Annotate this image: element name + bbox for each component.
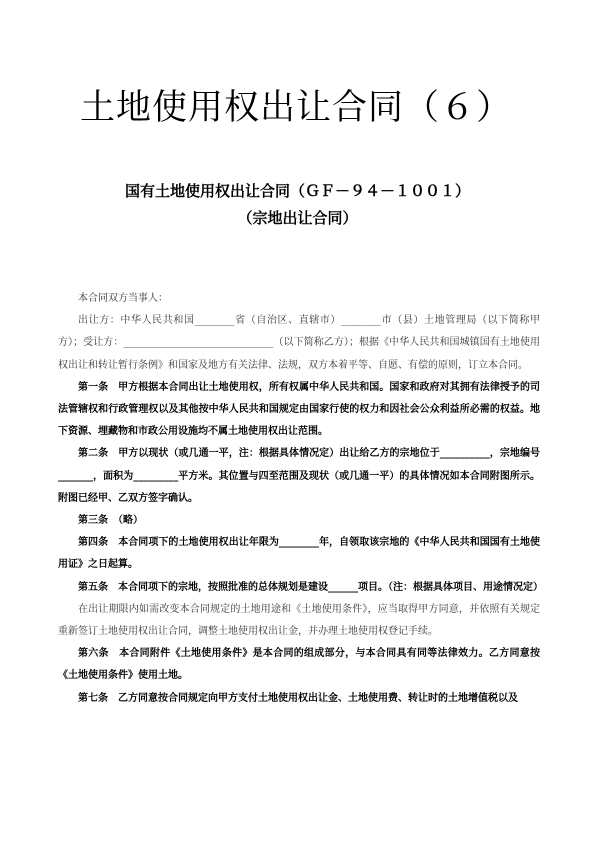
article-2: 第二条 甲方以现状（或几通一平，注：根据具体情况定）出让给乙方的宗地位于__________，宗地编号_______，面积为_________平方米。其位置与四至范围及现状（或几通一平）的具体情况如本合同附图所示。附图已经甲、乙双方签字确认。 [58,448,540,504]
contract-body [58,288,543,710]
paragraph-intro: 出让方：中华人民共和国________省（自治区、直辖市）________市（县）土地管理局（以下简称甲方）；受让方：______________________________（以下简称乙方）；根据《中华人民共和国城镇国有土地使用权出让和转让暂行条例》和国家及地方有关法律、法规，双方本着平等、自愿、有偿的原则，订立本合同。 [58,315,540,371]
article-7: 第七条 乙方同意按合同规定向甲方支付土地使用权出让金、土地使用费、转让时的土地增值税以及 [78,692,518,704]
paragraph-parties: 本合同双方当事人： [78,293,168,304]
paragraph-land-use-change: 在出让期限内如需改变本合同规定的土地用途和《土地使用条件》，应当取得甲方同意，并依照有关规定重新签订土地使用权出让合同，调整土地使用权出让金，并办理土地使用权登记手续。 [58,603,540,638]
article-4: 第四条 本合同项下的土地使用权出让年限为________年，自领取该宗地的《中华人民共和国国有土地使用证》之日起算。 [58,537,540,571]
contract-subtitle-2: （宗地出让合同） [237,209,358,227]
document-title: 土地使用权出让合同（６） [80,88,513,128]
article-5: 第五条 本合同项下的宗地，按照批准的总体规划是建设______项目。（注：根据具体项目、用途情况定） [78,581,543,593]
article-1: 第一条 甲方根据本合同出让土地使用权，所有权属中华人民共和国。国家和政府对其拥有法律授予的司法管辖权和行政管理权以及其他按中华人民共和国规定由国家行使的权力和因社会公众利益所必需的权益。地下资源、埋藏物和市政公用设施均不属土地使用权出让范围。 [58,381,540,438]
contract-subtitle: 国有土地使用权出让合同（ＧＦ－９４－１００１） [124,182,470,200]
article-3: 第三条 （略） [78,515,143,527]
article-6: 第六条 本合同附件《土地使用条件》是本合同的组成部分，与本合同具有同等法律效力。乙方同意按《土地使用条件》使用土地。 [58,648,540,682]
